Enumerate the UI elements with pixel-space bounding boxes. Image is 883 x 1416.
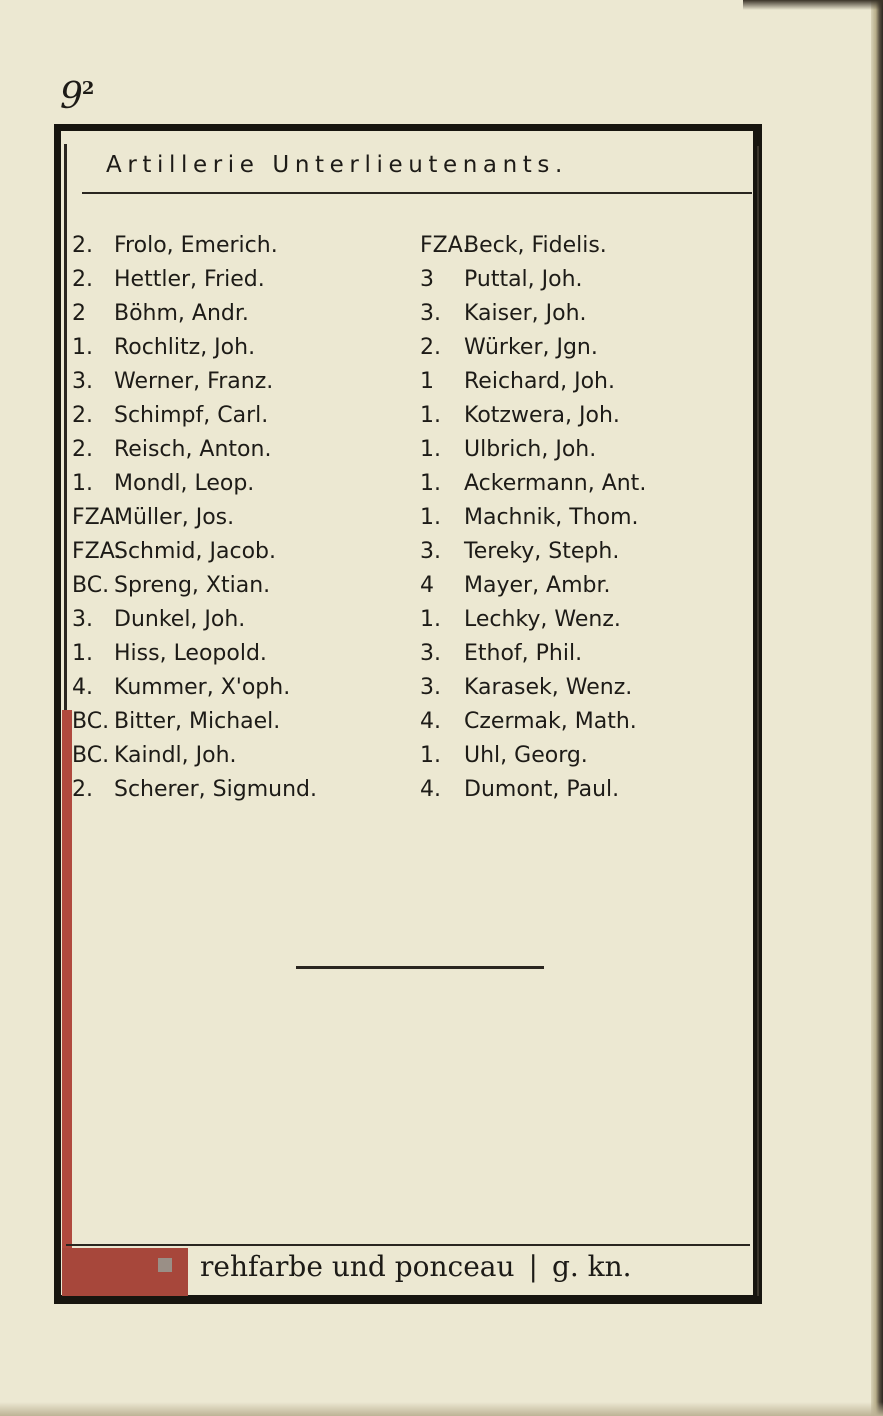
officer-name: Mondl, Leop. <box>114 471 255 496</box>
officer-name: Kaiser, Joh. <box>464 301 587 326</box>
battalion-code: 3 <box>420 267 434 292</box>
battalion-code: 2. <box>420 335 441 360</box>
battalion-code: 1. <box>420 471 441 496</box>
roster-entry-left <box>72 774 412 805</box>
button-color-swatch <box>158 1258 172 1272</box>
roster-entry-right <box>420 604 760 635</box>
roster-entry-right <box>420 638 760 669</box>
page-number: $9^2$ <box>60 76 94 117</box>
battalion-code: 4. <box>72 675 93 700</box>
roster-entry-left <box>72 570 412 601</box>
officer-name: Schimpf, Carl. <box>114 403 269 428</box>
battalion-code: 4. <box>420 709 441 734</box>
officer-name: Dunkel, Joh. <box>114 607 246 632</box>
officer-name: Frolo, Emerich. <box>114 233 278 258</box>
roster-entry-right <box>420 434 760 465</box>
officer-name: Reisch, Anton. <box>114 437 272 462</box>
battalion-code: 4. <box>420 777 441 802</box>
officer-name: Mayer, Ambr. <box>464 573 611 598</box>
battalion-code: 1. <box>72 471 93 496</box>
officer-name: Ackermann, Ant. <box>464 471 647 496</box>
battalion-code: 3. <box>72 607 93 632</box>
roster-entry-left <box>72 536 412 567</box>
officer-name: Ulbrich, Joh. <box>464 437 597 462</box>
battalion-code: 1. <box>72 641 93 666</box>
officer-name: Dumont, Paul. <box>464 777 620 802</box>
roster-entry-right <box>420 264 760 295</box>
battalion-code: 4 <box>420 573 434 598</box>
officer-name: Werner, Franz. <box>114 369 274 394</box>
battalion-code: 2. <box>72 403 93 428</box>
officer-name: Spreng, Xtian. <box>114 573 271 598</box>
title-rule <box>82 192 752 194</box>
roster-entry-right <box>420 332 760 363</box>
officer-name: Böhm, Andr. <box>114 301 249 326</box>
battalion-code: 1. <box>420 743 441 768</box>
roster-entry-left <box>72 264 412 295</box>
roster-entry-right <box>420 468 760 499</box>
battalion-code: 1. <box>420 607 441 632</box>
footer-buttons: g. kn. <box>551 1250 632 1283</box>
roster-entry-right <box>420 298 760 329</box>
battalion-code: 1. <box>420 437 441 462</box>
roster-entry-left <box>72 332 412 363</box>
battalion-code: 3. <box>72 369 93 394</box>
officer-name: Hettler, Fried. <box>114 267 265 292</box>
officer-name: Lechky, Wenz. <box>464 607 621 632</box>
roster-entry-right <box>420 502 760 533</box>
officer-name: Würker, Jgn. <box>464 335 598 360</box>
roster-entry-right <box>420 672 760 703</box>
battalion-code: BC. <box>72 573 110 598</box>
officer-name: Tereky, Steph. <box>464 539 620 564</box>
battalion-code: 2. <box>72 267 93 292</box>
battalion-code: 2. <box>72 777 93 802</box>
roster-entry-right <box>420 706 760 737</box>
footer-colors: rehfarbe und ponceau <box>200 1250 515 1283</box>
officer-name: Uhl, Georg. <box>464 743 588 768</box>
roster-entry-left <box>72 400 412 431</box>
roster-entry-left <box>72 740 412 771</box>
officer-name: Machnik, Thom. <box>464 505 639 530</box>
battalion-code: FZA. <box>420 233 470 258</box>
battalion-code: 3. <box>420 641 441 666</box>
roster-entry-left <box>72 468 412 499</box>
uniform-footer <box>200 1250 632 1283</box>
roster-entry-left <box>72 638 412 669</box>
facing-color-swatch <box>62 1248 188 1296</box>
roster-entry-right <box>420 230 760 261</box>
officer-name: Müller, Jos. <box>114 505 235 530</box>
battalion-code: 3. <box>420 301 441 326</box>
roster-entry-left <box>72 502 412 533</box>
battalion-code: BC. <box>72 743 110 768</box>
officer-name: Kaindl, Joh. <box>114 743 237 768</box>
footer-rule <box>66 1244 750 1246</box>
officer-name: Bitter, Michael. <box>114 709 281 734</box>
officer-name: Hiss, Leopold. <box>114 641 267 666</box>
roster-entry-left <box>72 706 412 737</box>
battalion-code: BC. <box>72 709 110 734</box>
battalion-code: 1. <box>420 403 441 428</box>
officer-name: Czermak, Math. <box>464 709 637 734</box>
officer-name: Reichard, Joh. <box>464 369 615 394</box>
officer-name: Schmid, Jacob. <box>114 539 276 564</box>
battalion-code: 2. <box>72 233 93 258</box>
battalion-code: 3. <box>420 539 441 564</box>
battalion-code: 3. <box>420 675 441 700</box>
page-edge-bottom <box>0 1402 883 1416</box>
page-edge-top <box>743 0 883 10</box>
roster-entry-left <box>72 434 412 465</box>
footer-separator: | <box>528 1250 538 1283</box>
battalion-code: 1 <box>420 369 434 394</box>
roster-entry-left <box>72 366 412 397</box>
officer-name: Rochlitz, Joh. <box>114 335 256 360</box>
roster-entry-right <box>420 740 760 771</box>
battalion-code: 1. <box>72 335 93 360</box>
roster-entry-left <box>72 298 412 329</box>
section-title: Artillerie Unterlieutenants. <box>106 152 568 178</box>
battalion-code: FZA. <box>72 539 122 564</box>
roster-entry-right <box>420 774 760 805</box>
officer-name: Beck, Fidelis. <box>464 233 607 258</box>
roster-entry-left <box>72 672 412 703</box>
officer-name: Kummer, X'oph. <box>114 675 291 700</box>
page-edge-right <box>871 0 883 1416</box>
roster-entry-right <box>420 570 760 601</box>
battalion-code: 1. <box>420 505 441 530</box>
officer-name: Karasek, Wenz. <box>464 675 633 700</box>
roster-entry-right <box>420 366 760 397</box>
officer-name: Kotzwera, Joh. <box>464 403 620 428</box>
roster-entry-right <box>420 536 760 567</box>
battalion-code: 2. <box>72 437 93 462</box>
roster-entry-left <box>72 230 412 261</box>
battalion-code: 2 <box>72 301 86 326</box>
section-divider <box>296 966 544 969</box>
facing-color-bar <box>62 710 72 1258</box>
battalion-code: FZA. <box>72 505 122 530</box>
officer-name: Ethof, Phil. <box>464 641 583 666</box>
roster-entry-right <box>420 400 760 431</box>
officer-name: Scherer, Sigmund. <box>114 777 317 802</box>
officer-name: Puttal, Joh. <box>464 267 583 292</box>
roster-entry-left <box>72 604 412 635</box>
